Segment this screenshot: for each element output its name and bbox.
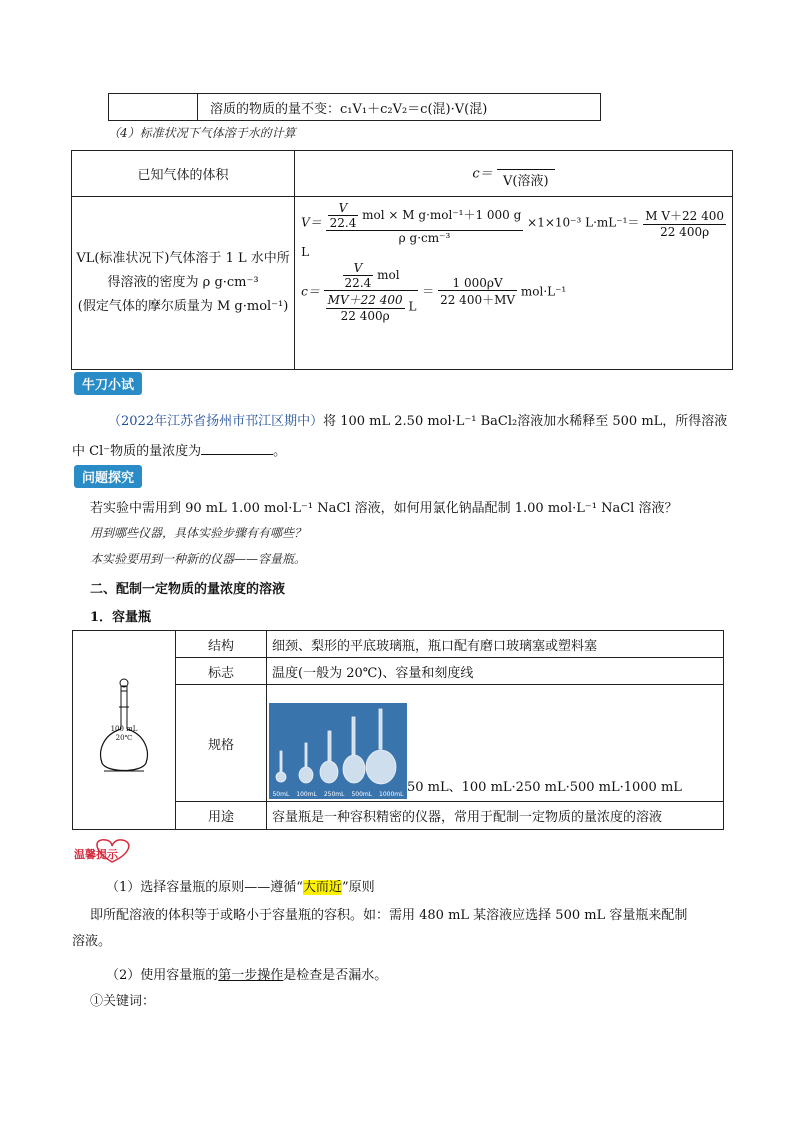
c-big-numerator <box>324 261 419 291</box>
practice-badge: 牛刀小试 <box>74 372 142 395</box>
flasks-photo-shapes <box>269 703 407 787</box>
v-result-n: M V＋22 400 <box>645 209 724 223</box>
top-formula-row <box>108 93 601 121</box>
v-result-d: 22 400ρ <box>660 225 710 239</box>
volume-derivation <box>301 201 726 245</box>
c-den-n: MV＋22 400 <box>327 293 403 307</box>
c-result-unit: mol·L⁻¹ <box>520 284 567 299</box>
v-numerator-rest: mol × M g·mol⁻¹＋1 000 g <box>362 208 522 222</box>
top-row-formula-cell <box>198 94 601 121</box>
tip-1-post: ”原则 <box>341 880 375 895</box>
tip-badge-text: 温馨提示 <box>74 848 118 861</box>
v-unit: L <box>301 245 310 259</box>
c-equals-3: ＝ <box>422 284 435 299</box>
photo-label-250: 250mL <box>323 790 345 798</box>
c-result-fraction <box>438 276 517 308</box>
practice-line-1 <box>108 410 727 429</box>
c-mol-fraction <box>343 261 374 290</box>
given-line-3: (假定气体的摩尔质量为 M g·mol⁻¹) <box>77 299 289 314</box>
flask-temp-label: 20℃ <box>115 734 133 742</box>
given-line-1: VL(标准状况下)气体溶于 1 L 水中所 <box>76 251 290 266</box>
v-big-fraction <box>326 201 524 245</box>
explore-hand-1: 用到哪些仪器，具体实验步骤有有哪些？ <box>90 526 307 540</box>
flask-drawing-cell <box>73 631 176 830</box>
spec-content <box>269 703 723 801</box>
tip-2-pre: （2）使用容量瓶的 <box>106 968 219 983</box>
tip-2-post: 是检查是否漏水。 <box>283 968 388 983</box>
c-num-unit: mol <box>377 268 400 282</box>
practice-text-2: 中 Cl⁻物质的量浓度为 <box>72 444 202 459</box>
c-fraction <box>497 159 555 189</box>
tip-1-body-2: 溶液。 <box>72 934 112 949</box>
volumetric-flask-table <box>72 630 724 830</box>
c-mol-frac-n: V <box>343 261 374 276</box>
c-big-fraction <box>324 261 419 323</box>
c-big-denominator <box>324 291 419 323</box>
c-equals-2: c＝ <box>301 284 320 299</box>
gas-table-header-left <box>72 151 295 197</box>
v-big-numerator <box>326 201 524 231</box>
explore-question: 若实验中需用到 90 mL 1.00 mol·L⁻¹ NaCl 溶液，如何用氯化钠晶配制 1.00 mol·L⁻¹ NaCl 溶液？ <box>90 501 678 516</box>
c-equals: c＝ <box>472 166 493 181</box>
photo-label-1000: 1000mL <box>379 790 404 798</box>
v-mol-fraction <box>328 201 359 230</box>
section-4-title: （4）标准状况下气体溶于水的计算 <box>108 126 296 140</box>
tip-1-pre: （1）选择容量瓶的原则——遵循“ <box>106 880 303 895</box>
gas-table-derivation-cell <box>295 197 733 370</box>
v-tail: ×1×10⁻³ L·mL⁻¹＝ <box>527 215 640 230</box>
answer-blank[interactable] <box>201 442 273 455</box>
row-value-spec-cell <box>267 685 724 802</box>
c-den-fraction <box>326 291 405 323</box>
photo-label-50: 50mL <box>272 790 290 798</box>
practice-source: （2022年江苏省扬州市邗江区期中） <box>108 414 324 429</box>
flask-labels <box>73 725 175 743</box>
flasks-photo <box>269 703 407 799</box>
row-value-spec: 50 mL、100 mL·250 mL·500 mL·1000 mL <box>407 779 682 795</box>
gas-table-given-cell <box>72 197 295 370</box>
tip-2 <box>106 964 387 983</box>
v-mol-frac-n: V <box>328 201 359 216</box>
c-fraction-numerator <box>497 159 555 170</box>
tip-1-body-1: 即所配溶液的体积等于或略小于容量瓶的容积。如：需用 480 mL 某溶液应选择 500 mL 容量瓶来配制 <box>90 908 688 923</box>
conservation-formula: 溶质的物质的量不变：c₁V₁＋c₂V₂＝c(混)·V(混) <box>210 101 488 117</box>
row-label-mark: 标志 <box>176 658 267 685</box>
row-label-spec: 规格 <box>176 685 267 802</box>
concentration-derivation <box>301 261 726 323</box>
heading-2: 二、配制一定物质的量浓度的溶液 <box>90 582 286 597</box>
heading-2-1: 1．容量瓶 <box>90 610 152 625</box>
photo-label-500: 500mL <box>351 790 373 798</box>
gas-table-header-left-text: 已知气体的体积 <box>137 168 229 183</box>
v-result-fraction <box>643 207 726 239</box>
row-label-structure: 结构 <box>176 631 267 658</box>
photo-label-100: 100mL <box>296 790 317 798</box>
keyword-label: ①关键词： <box>90 994 156 1009</box>
c-den-unit: L <box>408 299 417 314</box>
tip-badge <box>72 836 142 866</box>
c-den-d: 22 400ρ <box>340 309 390 323</box>
v-equals: V＝ <box>301 215 322 230</box>
v-big-denominator: ρ g·cm⁻³ <box>398 231 451 245</box>
v-mol-frac-d: 22.4 <box>329 216 357 230</box>
practice-text-2-end: 。 <box>273 444 287 459</box>
photo-caption-row <box>269 791 407 798</box>
row-value-mark: 温度(一般为 20℃)、容量和刻度线 <box>267 658 724 685</box>
gas-dissolution-table <box>71 150 733 370</box>
explore-hand-2: 本实验要用到一种新的仪器——容量瓶。 <box>90 552 307 566</box>
practice-text-1: 将 100 mL 2.50 mol·L⁻¹ BaCl₂溶液加水稀释至 500 mL，所得溶液 <box>323 414 728 429</box>
gas-table-header-right <box>295 151 733 197</box>
top-row-empty-cell <box>109 94 198 121</box>
c-fraction-denominator: V(溶液) <box>502 173 549 189</box>
tip-1-highlight: 大而近 <box>302 880 342 895</box>
row-value-use: 容量瓶是一种容积精密的仪器，常用于配制一定物质的量浓度的溶液 <box>267 801 724 829</box>
explore-badge: 问题探究 <box>74 465 142 488</box>
tip-1 <box>106 876 375 895</box>
tip-2-underlined: 第一步操作 <box>218 968 284 983</box>
row-value-structure: 细颈、梨形的平底玻璃瓶，瓶口配有磨口玻璃塞或塑料塞 <box>267 631 724 658</box>
row-label-use: 用途 <box>176 801 267 829</box>
c-result-d: 22 400＋MV <box>440 293 516 307</box>
practice-line-2 <box>72 440 286 459</box>
c-mol-frac-d: 22.4 <box>344 276 372 290</box>
c-result-n: 1 000ρV <box>438 276 517 291</box>
flask-volume-label: 100 mL <box>110 725 138 733</box>
given-line-2: 得溶液的密度为 ρ g·cm⁻³ <box>107 275 259 290</box>
